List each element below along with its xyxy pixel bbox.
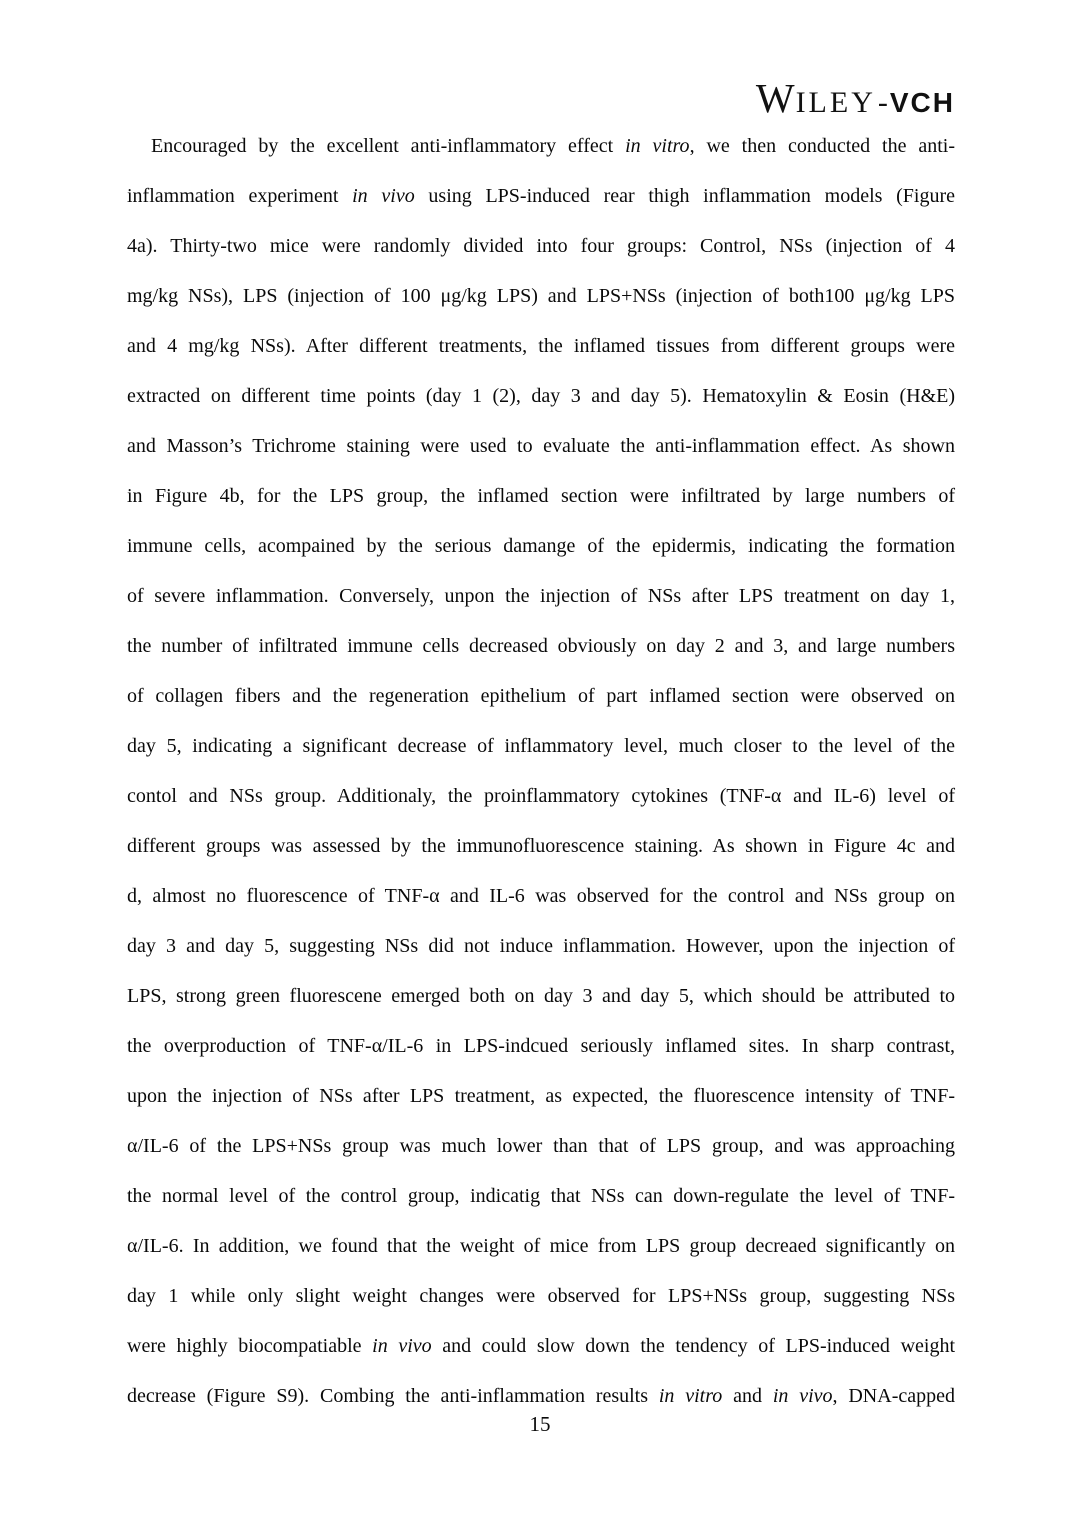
italic-text-segment: in vitro [658,1385,723,1407]
italic-text-segment: in vivo [352,185,415,207]
paragraph [127,121,955,1421]
text-line [127,221,955,271]
text-line [127,771,955,821]
italic-text-segment: in vivo [372,1335,432,1357]
text-segment: contol and NSs group. Additionaly, the proinflammatory cytokines (TNF-α and IL-6) level of [127,785,955,807]
text-segment: in Figure 4b, for the LPS group, the inflamed section were infiltrated by large numbers of [127,485,955,507]
text-segment: different groups was assessed by the immunofluorescence staining. As shown in Figure 4c and [127,835,955,857]
text-line [127,521,955,571]
page-number: 15 [529,1412,551,1436]
text-line [127,121,955,171]
italic-text-segment: in vitro [625,135,690,157]
text-segment: the normal level of the control group, indicatig that NSs can down-regulate the level of TNF- [127,1185,955,1207]
text-line [127,721,955,771]
text-line [127,821,955,871]
text-segment: d, almost no fluorescence of TNF-α and IL-6 was observed for the control and NSs group on [127,885,955,907]
text-line [127,1221,955,1271]
italic-text-segment: in vivo [772,1385,833,1407]
text-segment: upon the injection of NSs after LPS treatment, as expected, the fluorescence intensity of TNF- [127,1085,955,1107]
text-line [127,371,955,421]
text-line [127,171,955,221]
text-segment: immune cells, acompained by the serious damange of the epidermis, indicating the formation [127,535,955,557]
text-line [127,1021,955,1071]
text-line [127,1121,955,1171]
text-segment: inflammation experiment [127,185,353,207]
text-segment: day 3 and day 5, suggesting NSs did not induce inflammation. However, upon the injection of [127,935,955,957]
text-segment: day 1 while only slight weight changes were observed for LPS+NSs group, suggesting NSs [127,1285,955,1307]
text-line [127,871,955,921]
text-segment: using LPS-induced rear thigh inflammation models (Figure [414,185,955,207]
text-segment: the number of infiltrated immune cells decreased obviously on day 2 and 3, and large numbers [127,635,955,657]
text-segment: and Masson’s Trichrome staining were used to evaluate the anti-inflammation effect. As shown [127,435,955,457]
logo-wiley-initial: W [755,75,796,121]
text-segment: , we then conducted the anti- [689,135,956,157]
text-segment: α/IL-6 of the LPS+NSs group was much lower than that of LPS group, and was approaching [127,1135,955,1157]
text-segment: were highly biocompatiable [127,1335,373,1357]
text-segment: 4a). Thirty-two mice were randomly divided into four groups: Control, NSs (injection of 4 [127,235,955,257]
text-line [127,671,955,721]
logo-wiley-rest: ILEY [795,86,876,119]
text-line [127,921,955,971]
text-segment: , DNA-capped [832,1385,955,1407]
text-segment: and [722,1385,773,1407]
text-segment: mg/kg NSs), LPS (injection of 100 μg/kg LPS) and LPS+NSs (injection of both100 μg/kg LPS [127,285,955,307]
text-line [127,421,955,471]
text-segment: decrease (Figure S9). Combing the anti-inflammation results [127,1385,659,1407]
text-segment: Encouraged by the excellent anti-inflammatory effect [151,135,626,157]
text-segment: extracted on different time points (day 1 (2), day 3 and day 5). Hematoxylin & Eosin (H&E) [127,385,955,407]
logo-vch: VCH [889,87,955,118]
text-segment: of collagen fibers and the regeneration epithelium of part inflamed section were observed on [127,685,955,707]
text-segment: of severe inflammation. Conversely, unpon the injection of NSs after LPS treatment on day 1, [127,585,955,607]
text-line [127,971,955,1021]
logo-separator: - [877,86,888,119]
text-line [127,621,955,671]
text-line [127,1321,955,1371]
text-line [127,321,955,371]
text-line [127,271,955,321]
text-segment: and could slow down the tendency of LPS-induced weight [431,1335,955,1357]
wiley-vch-logo [0,74,955,122]
text-line [127,471,955,521]
text-line [127,1071,955,1121]
text-line [127,571,955,621]
text-segment: and 4 mg/kg NSs). After different treatments, the inflamed tissues from different groups were [127,335,955,357]
text-line [127,1271,955,1321]
text-line [127,1171,955,1221]
text-segment: day 5, indicating a significant decrease of inflammatory level, much closer to the level of the [127,735,955,757]
text-segment: the overproduction of TNF-α/IL-6 in LPS-indcued seriously inflamed sites. In sharp contrast, [127,1035,955,1057]
text-segment: α/IL-6. In addition, we found that the weight of mice from LPS group decreaed significantly on [127,1235,955,1257]
text-segment: LPS, strong green fluorescene emerged both on day 3 and day 5, which should be attributed to [127,985,955,1007]
